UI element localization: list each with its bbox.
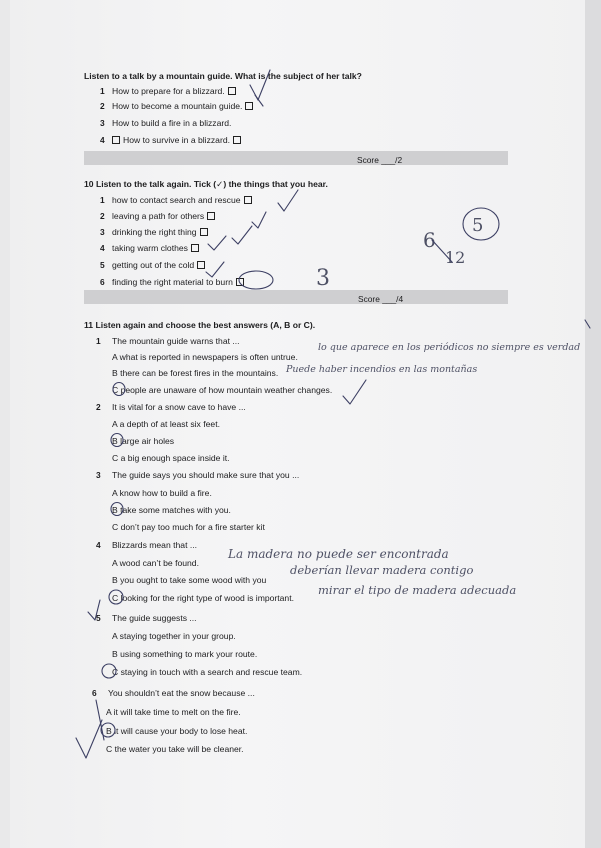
s9-option-text: How to build a fire in a blizzard.	[112, 118, 232, 128]
s11-q-stem: The mountain guide warns that ...	[112, 336, 240, 346]
s10-item-number: 2	[100, 211, 105, 221]
s11-option[interactable]: C staying in touch with a search and rescue team.	[112, 667, 303, 677]
handwritten-note: deberían llevar madera contigo	[290, 563, 474, 577]
s9-option-text: How to prepare for a blizzard.	[112, 86, 236, 96]
pen-stroke	[96, 700, 104, 740]
s11-option[interactable]: B it will cause your body to lose heat.	[106, 726, 248, 736]
s11-option[interactable]: A it will take time to melt on the fire.	[106, 707, 241, 717]
s11-option[interactable]: C don’t pay too much for a fire starter kit	[112, 522, 265, 532]
s11-option[interactable]: B take some matches with you.	[112, 505, 231, 515]
circle-mark-icon	[109, 590, 123, 604]
s11-option[interactable]: B using something to mark your route.	[112, 649, 258, 659]
s11-option[interactable]: A staying together in your group.	[112, 631, 236, 641]
handwritten-note: La madera no puede ser encontrada	[228, 547, 449, 561]
s10-item-text: finding the right material to burn	[112, 277, 244, 287]
s11-q-stem: The guide suggests ...	[112, 613, 197, 623]
s11-option[interactable]: C the water you take will be cleaner.	[106, 744, 244, 754]
s9-option-text: How to become a mountain guide.	[112, 101, 253, 111]
s10-item-text: drinking the right thing	[112, 227, 208, 237]
s11-q-number: 2	[96, 402, 101, 412]
s11-q-stem: It is vital for a snow cave to have ...	[112, 402, 246, 412]
s11-q-stem: The guide says you should make sure that you ...	[112, 470, 300, 480]
handwritten-score: 3	[316, 266, 330, 291]
tick-mark-icon	[208, 236, 226, 250]
s9-option-text: How to survive in a blizzard.	[112, 135, 241, 145]
section9-question: Listen to a talk by a mountain guide. What is the subject of her talk?	[84, 71, 362, 81]
tick-mark-icon	[76, 720, 102, 758]
s10-item-text: getting out of the cold	[112, 260, 205, 270]
handwritten-total-left: 6	[423, 228, 436, 252]
circle-mark-icon	[113, 383, 125, 396]
s11-option[interactable]: C a big enough space inside it.	[112, 453, 230, 463]
s9-option-number: 1	[100, 86, 105, 96]
tick-mark-icon	[250, 70, 270, 100]
s11-q-number: 6	[92, 688, 97, 698]
slash-mark-icon	[432, 240, 452, 262]
handwritten-note: Puede haber incendios en las montañas	[286, 364, 478, 375]
s11-q-stem: You shouldn’t eat the snow because ...	[108, 688, 255, 698]
tick-mark-icon	[252, 212, 266, 228]
handwritten-note: lo que aparece en los periódicos no siempre es verdad	[318, 342, 581, 353]
s11-option[interactable]: C looking for the right type of wood is important.	[112, 593, 294, 603]
s10-item-number: 5	[100, 260, 105, 270]
section11-question: 11 Listen again and choose the best answers (A, B or C).	[84, 320, 316, 330]
s11-option[interactable]: A know how to build a fire.	[112, 488, 212, 498]
s11-option[interactable]: B there can be forest fires in the mountains.	[112, 368, 279, 378]
tick-mark-icon	[343, 380, 366, 404]
s11-option[interactable]: B you ought to take some wood with you	[112, 575, 267, 585]
s11-option[interactable]: A wood can’t be found.	[112, 558, 199, 568]
s10-item-text: leaving a path for others	[112, 211, 215, 221]
s11-q-number: 5	[96, 613, 101, 623]
s11-q-number: 1	[96, 336, 101, 346]
circle-mark-icon	[102, 664, 116, 678]
s9-option-number: 2	[100, 101, 105, 111]
s10-item-number: 3	[100, 227, 105, 237]
s11-option[interactable]: B large air holes	[112, 436, 175, 446]
s10-item-text: taking warm clothes	[112, 243, 199, 253]
circle-mark-icon	[463, 208, 499, 240]
s9-option-number: 3	[100, 118, 105, 128]
circle-mark-icon	[239, 271, 273, 289]
pen-stroke	[585, 320, 590, 328]
s11-q-number: 3	[96, 470, 101, 480]
s10-item-text: how to contact search and rescue	[112, 195, 252, 205]
handwritten-circled-total: 5	[472, 215, 484, 236]
tick-mark-icon	[88, 600, 100, 620]
s9-score: Score ___/2	[357, 155, 403, 165]
tick-mark-icon	[206, 262, 224, 277]
section10-question: 10 Listen to the talk again. Tick (✓) the things that you hear.	[84, 179, 328, 189]
circle-mark-icon	[111, 503, 123, 516]
s11-option[interactable]: A what is reported in newspapers is often untrue.	[112, 352, 298, 362]
tick-mark-icon	[278, 190, 298, 211]
handwritten-note: mirar el tipo de madera adecuada	[318, 583, 517, 597]
s9-option-number: 4	[100, 135, 105, 145]
s11-option[interactable]: C people are unaware of how mountain weather changes.	[112, 385, 333, 395]
s10-item-number: 4	[100, 243, 105, 253]
s10-item-number: 6	[100, 277, 105, 287]
s10-item-number: 1	[100, 195, 105, 205]
s11-option[interactable]: A a depth of at least six feet.	[112, 419, 220, 429]
s11-q-number: 4	[96, 540, 101, 550]
handwritten-total-right: 12	[445, 248, 466, 267]
circle-mark-icon	[111, 434, 123, 447]
s10-score: Score ___/4	[358, 294, 404, 304]
s11-q-stem: Blizzards mean that ...	[112, 540, 198, 550]
tick-mark-icon	[232, 226, 252, 244]
